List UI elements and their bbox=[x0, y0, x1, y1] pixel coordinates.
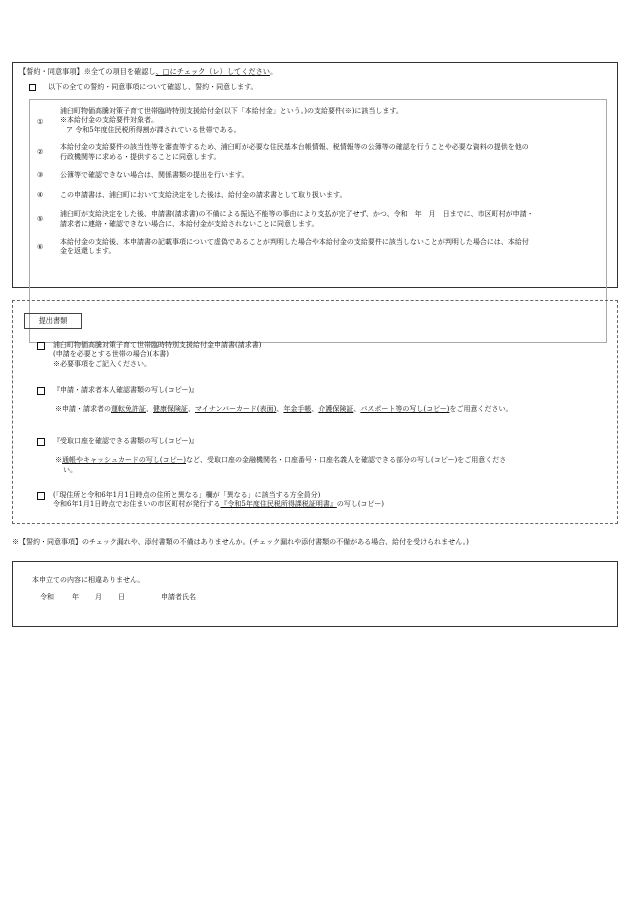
note-underlined: 通帳やキャッシュカードの写し(コピー) bbox=[62, 456, 187, 465]
agree-all-checkbox[interactable] bbox=[29, 84, 36, 91]
note-underlined: 健康保険証 bbox=[153, 405, 188, 414]
document-title: 『受取口座を確認できる書類の写し(コピー)』 bbox=[53, 437, 199, 445]
documents-title: 提出書類 bbox=[24, 313, 82, 329]
document-item-tax-certificate bbox=[37, 491, 597, 510]
document-title: 『申請・請求者本人確認書類の写し(コピー)』 bbox=[53, 386, 199, 394]
note-text: をご用意ください。 bbox=[449, 405, 513, 414]
consent-section bbox=[12, 62, 618, 288]
note-text: 、 bbox=[311, 405, 319, 414]
document-checkbox-application[interactable] bbox=[37, 342, 45, 350]
document-line bbox=[37, 500, 597, 509]
checklist-notice: ※【誓約・同意事項】のチェック漏れや、添付書類の不備はありませんか。(チェック漏れや添付書類の不備がある場合、給付を受けられません。) bbox=[12, 538, 469, 546]
consent-item bbox=[30, 210, 606, 229]
consent-item-line: 請求者に連絡・確認できない場合に、本給付金が支給されないことに同意します。 bbox=[60, 219, 319, 228]
note-text: の写し(コピー) bbox=[336, 500, 385, 509]
consent-heading-end: 。 bbox=[269, 67, 278, 76]
note-text: 、 bbox=[276, 405, 284, 414]
consent-item bbox=[30, 238, 606, 257]
consent-item-line: ア 令和5年度住民税所得割が課されている世帯である。 bbox=[66, 125, 241, 134]
document-item-application bbox=[37, 341, 597, 369]
note-text: ※申請・請求者の bbox=[55, 405, 111, 414]
consent-item-number: ② bbox=[37, 148, 44, 157]
consent-item-number: ④ bbox=[37, 190, 44, 199]
consent-item-line: 浦臼町が支給決定をした後、申請書(請求書)の不備による振込不能等の事由により支払が完了せず、かつ、令和 年 月 日までに、市区町村が申請・ bbox=[60, 210, 534, 219]
date-day: 日 bbox=[118, 593, 125, 601]
applicant-name-label: 申請者氏名 bbox=[161, 593, 196, 601]
note-text: 令和6年1月1日時点でお住まいの市区町村が発行する bbox=[53, 500, 221, 509]
declaration-text: 本申立ての内容に相違ありません。 bbox=[32, 576, 145, 584]
document-line: (「現住所と令和6年1月1日時点の住所と異なる」欄が「異なる」に該当する方全員分) bbox=[53, 491, 321, 499]
consent-item-line: 金を返還します。 bbox=[60, 247, 116, 256]
note-text: など、受取口座の金融機関名・口座番号・口座名義人を確認できる部分の写し(コピー)をご用意くださ bbox=[186, 456, 507, 465]
note-text: 、 bbox=[146, 405, 153, 414]
note-underlined: 年金手帳 bbox=[283, 405, 312, 414]
declaration-section bbox=[12, 561, 618, 627]
consent-item bbox=[30, 171, 606, 180]
note-text: 、 bbox=[188, 405, 195, 414]
consent-heading-label: 【誓約・同意事項】 bbox=[19, 67, 84, 76]
agree-all-label: 以下の全ての誓約・同意事項について確認し、誓約・同意します。 bbox=[48, 83, 258, 91]
consent-item bbox=[30, 191, 606, 200]
consent-heading-text: ※全ての項目を確認し bbox=[83, 67, 156, 76]
consent-item-line: 本給付金の支給後、本申請書の記載事項について虚偽であることが判明した場合や本給付金の支給要件に該当しないことが判明した場合には、本給付 bbox=[60, 237, 529, 246]
date-era: 令和 bbox=[40, 593, 54, 601]
consent-heading-underlined: 、□にチェック（レ）してください bbox=[155, 67, 270, 76]
consent-item bbox=[30, 107, 606, 135]
declaration-date-row bbox=[40, 593, 196, 602]
document-line: ※必要事項をご記入ください。 bbox=[53, 359, 151, 368]
consent-item-line: ※本給付金の支給要件対象者。 bbox=[60, 116, 158, 125]
consent-item-number: ① bbox=[37, 118, 44, 126]
consent-item-line: 行政機関等に求める・提供することに同意します。 bbox=[60, 152, 221, 161]
document-note bbox=[37, 405, 597, 414]
note-underlined: マイナンバーカード(表面) bbox=[195, 405, 277, 414]
document-note bbox=[37, 456, 597, 465]
consent-item-line: この申請書は、浦臼町において支給決定をした後は、給付金の請求書として取り扱います。 bbox=[60, 190, 347, 199]
consent-item-line: 本給付金の支給要件の該当性等を審査等するため、浦臼町が必要な住民基本台帳情報、税情報等の公簿等の確認を行うことや必要な資料の提供を他の bbox=[60, 143, 529, 152]
consent-item-line: 公簿等で確認できない場合は、関係書類の提出を行います。 bbox=[60, 171, 249, 180]
document-checkbox-identity[interactable] bbox=[37, 387, 45, 395]
documents-section bbox=[12, 300, 618, 524]
note-text: 、 bbox=[353, 405, 361, 414]
document-item-bank-account bbox=[37, 437, 597, 475]
consent-item-number: ⑥ bbox=[37, 242, 44, 251]
consent-item-line: 浦臼町物価高騰対策子育て世帯臨時特別支援給付金(以下「本給付金」という。)の支給要件(※)に該当します。 bbox=[60, 107, 403, 115]
document-item-identity bbox=[37, 386, 597, 415]
consent-item-number: ⑤ bbox=[37, 215, 44, 224]
document-checkbox-tax-certificate[interactable] bbox=[37, 492, 45, 500]
date-year: 年 bbox=[72, 593, 79, 601]
note-underlined: パスポート等の写し(コピー) bbox=[360, 405, 450, 414]
date-month: 月 bbox=[95, 593, 102, 601]
document-checkbox-bank-account[interactable] bbox=[37, 438, 45, 446]
consent-heading bbox=[19, 67, 277, 77]
document-line: 浦臼町物価高騰対策子育て世帯臨時特別支援給付金申請書(請求書) bbox=[53, 341, 262, 349]
document-line: (申請を必要とする世帯の場合)(本書) bbox=[53, 350, 169, 359]
consent-item-number: ③ bbox=[37, 171, 44, 180]
note-underlined: 運転免許証 bbox=[111, 405, 146, 414]
document-note-cont: い。 bbox=[63, 465, 77, 474]
note-underlined: 介護保険証 bbox=[318, 405, 354, 414]
agree-all-row bbox=[29, 83, 258, 92]
consent-item bbox=[30, 143, 606, 162]
note-text: ※ bbox=[55, 456, 62, 465]
note-underlined: 『令和5年度住民税所得課税証明書』 bbox=[220, 500, 337, 509]
